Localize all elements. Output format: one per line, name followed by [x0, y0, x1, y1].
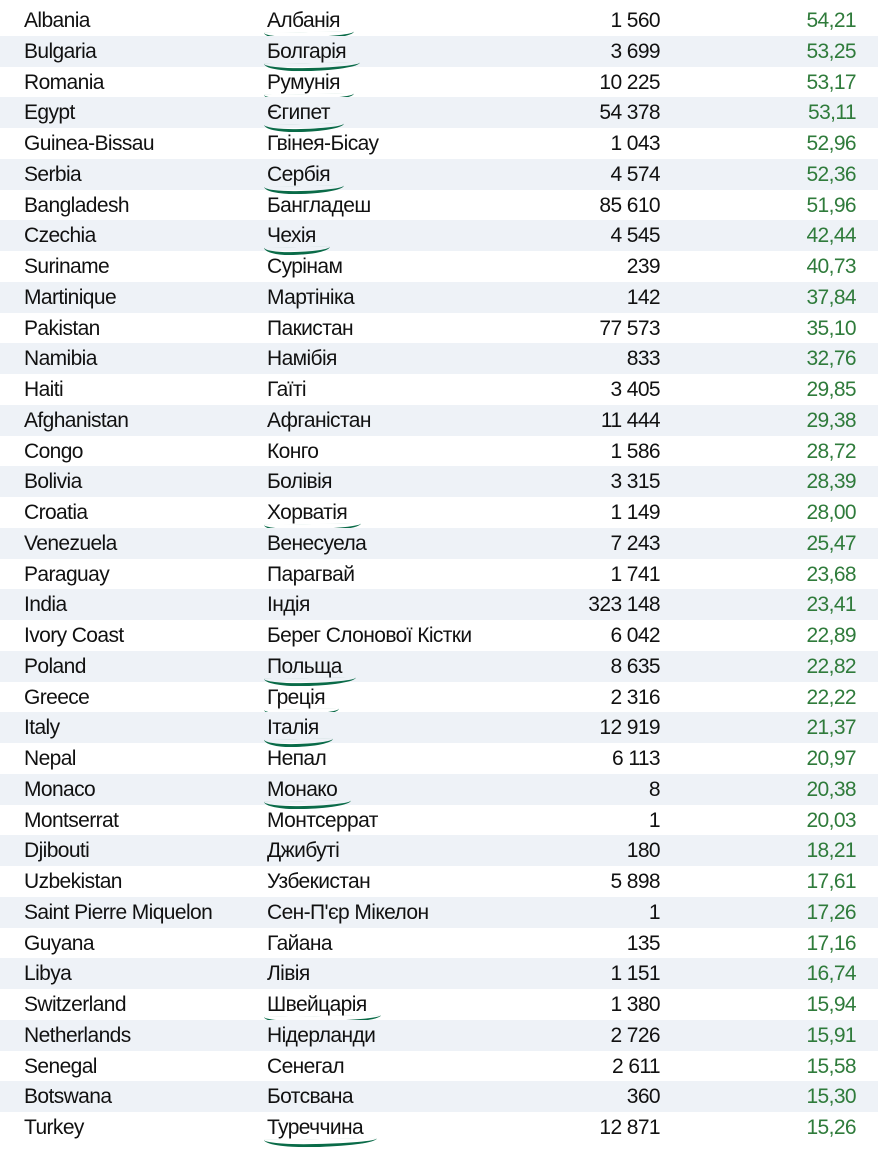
country-name-ukrainian-cell — [267, 528, 366, 559]
table-row — [0, 67, 878, 98]
percentage-value: 40,73 — [806, 255, 856, 278]
count-value: 142 — [626, 285, 660, 309]
country-name-ukrainian — [267, 405, 371, 437]
count-value: 2 316 — [610, 685, 660, 709]
country-name-ukrainian-cell — [267, 97, 330, 128]
country-name-english: Venezuela — [24, 531, 117, 555]
country-name-english: Greece — [24, 685, 90, 709]
count-value: 3 315 — [610, 470, 660, 494]
table-row — [0, 436, 878, 467]
country-name-ukrainian-cell — [267, 743, 326, 774]
percentage-value: 15,91 — [806, 1023, 856, 1047]
percentage-value: 15,94 — [806, 993, 856, 1016]
percentage-value: 28,00 — [806, 501, 856, 524]
country-name-english: Czechia — [24, 224, 96, 248]
country-name-ukrainian — [267, 220, 316, 252]
country-name-ukrainian — [267, 774, 337, 806]
count-value: 1 741 — [610, 562, 660, 586]
percentage-value: 20,03 — [806, 808, 856, 832]
percentage-value: 17,26 — [806, 900, 856, 924]
country-name-ukrainian-text: Польща — [267, 654, 342, 678]
country-name-ukrainian-text: Сенегал — [267, 1054, 345, 1078]
percentage-value: 15,30 — [806, 1085, 856, 1109]
table-row — [0, 282, 878, 313]
country-name-ukrainian-cell — [267, 374, 306, 405]
count-value: 8 635 — [610, 654, 660, 678]
table-row — [0, 5, 878, 36]
table-row — [0, 97, 878, 128]
country-name-ukrainian — [267, 866, 370, 898]
country-name-ukrainian-cell — [267, 1020, 375, 1051]
percentage-value: 52,36 — [806, 162, 856, 186]
country-name-ukrainian-text: Італія — [267, 716, 319, 740]
country-name-ukrainian — [267, 1020, 375, 1052]
table-row — [0, 989, 878, 1020]
country-name-ukrainian-text: Бангладеш — [267, 193, 371, 217]
count-value: 1 — [648, 808, 660, 832]
country-name-ukrainian — [267, 466, 332, 498]
country-name-ukrainian — [267, 251, 342, 283]
table-row — [0, 958, 878, 989]
country-name-english: Serbia — [24, 162, 82, 186]
table-row — [0, 743, 878, 774]
country-name-ukrainian — [267, 528, 366, 560]
country-name-ukrainian-cell — [267, 774, 337, 805]
country-name-ukrainian — [267, 1081, 353, 1113]
country-name-ukrainian-text: Лівія — [267, 962, 310, 986]
percentage-value: 22,82 — [806, 654, 856, 678]
country-name-ukrainian-text: Мартініка — [267, 285, 355, 309]
percentage-value: 53,25 — [806, 39, 856, 63]
count-value: 7 243 — [610, 531, 660, 555]
table-row — [0, 928, 878, 959]
country-name-ukrainian — [267, 620, 472, 652]
country-name-ukrainian-cell — [267, 190, 371, 221]
country-name-english: Ivory Coast — [24, 624, 124, 647]
table-row — [0, 466, 878, 497]
count-value: 323 148 — [588, 593, 660, 617]
country-name-ukrainian-cell — [267, 159, 330, 190]
country-name-ukrainian-text: Індія — [267, 593, 310, 617]
percentage-value: 37,84 — [806, 285, 856, 309]
percentage-value: 42,44 — [806, 224, 856, 248]
country-name-ukrainian-cell — [267, 1112, 363, 1143]
country-name-ukrainian-text: Швейцарія — [267, 993, 367, 1016]
country-name-ukrainian — [267, 159, 330, 191]
percentage-value: 53,11 — [808, 101, 856, 125]
country-name-ukrainian — [267, 497, 347, 529]
country-name-english: Libya — [24, 962, 72, 986]
country-name-ukrainian-cell — [267, 67, 340, 98]
count-value: 12 871 — [599, 1116, 660, 1139]
table-row — [0, 1051, 878, 1082]
country-name-english: Namibia — [24, 347, 97, 371]
table-row — [0, 159, 878, 190]
count-value: 6 042 — [610, 624, 660, 647]
count-value: 1 380 — [610, 993, 660, 1016]
percentage-value: 17,61 — [806, 870, 856, 893]
table-row — [0, 774, 878, 805]
percentage-value: 29,38 — [806, 408, 856, 432]
percentage-value: 35,10 — [806, 316, 856, 340]
country-name-ukrainian-cell — [267, 989, 367, 1020]
country-name-ukrainian — [267, 928, 332, 960]
percentage-value: 20,38 — [806, 777, 856, 801]
table-row — [0, 559, 878, 590]
percentage-value: 22,22 — [806, 685, 856, 709]
country-name-ukrainian-text: Греція — [267, 685, 326, 709]
country-name-english: Romania — [24, 70, 104, 94]
percentage-value: 18,21 — [806, 839, 856, 863]
country-name-ukrainian — [267, 97, 330, 129]
count-value: 2 726 — [610, 1023, 660, 1047]
count-value: 8 — [648, 777, 660, 801]
table-row — [0, 343, 878, 374]
percentage-value: 28,72 — [806, 439, 856, 463]
table-row — [0, 805, 878, 836]
country-name-ukrainian — [267, 835, 339, 867]
table-row — [0, 866, 878, 897]
table-row — [0, 1112, 878, 1143]
count-value: 4 545 — [610, 224, 660, 248]
country-name-ukrainian — [267, 67, 340, 99]
country-name-ukrainian-cell — [267, 466, 332, 497]
percentage-value: 25,47 — [806, 531, 856, 555]
count-value: 2 611 — [612, 1054, 660, 1078]
country-name-ukrainian — [267, 374, 306, 406]
country-name-ukrainian-text: Єгипет — [267, 101, 330, 125]
country-name-ukrainian-text: Узбекистан — [267, 870, 371, 893]
country-name-english: Turkey — [24, 1116, 84, 1139]
table-row — [0, 220, 878, 251]
count-value: 1 — [648, 900, 660, 924]
table-row — [0, 528, 878, 559]
country-name-english: Egypt — [24, 101, 75, 125]
count-value: 3 699 — [610, 39, 660, 63]
country-name-ukrainian-cell — [267, 36, 346, 67]
percentage-value: 21,37 — [806, 716, 856, 740]
table-row — [0, 682, 878, 713]
country-name-ukrainian-cell — [267, 589, 310, 620]
country-name-ukrainian-text: Джибуті — [267, 839, 340, 863]
country-name-ukrainian-cell — [267, 805, 378, 836]
country-name-ukrainian-cell — [267, 682, 325, 713]
country-name-english: Uzbekistan — [24, 870, 122, 893]
table-row — [0, 36, 878, 67]
country-name-ukrainian-text: Болівія — [267, 470, 332, 494]
percentage-value: 20,97 — [806, 747, 856, 770]
country-name-ukrainian — [267, 897, 429, 929]
country-name-ukrainian — [267, 1112, 363, 1144]
count-value: 12 919 — [599, 716, 660, 740]
country-name-ukrainian-text: Пакистан — [267, 316, 354, 340]
table-row — [0, 497, 878, 528]
country-name-english: Paraguay — [24, 562, 110, 586]
handwritten-underline-mark — [264, 1138, 377, 1148]
table-row — [0, 712, 878, 743]
country-name-ukrainian-cell — [267, 251, 342, 282]
percentage-value: 17,16 — [806, 931, 856, 955]
count-value: 239 — [626, 255, 660, 278]
percentage-value: 51,96 — [806, 193, 856, 217]
country-name-ukrainian-cell — [267, 835, 339, 866]
country-name-english: Afghanistan — [24, 408, 129, 432]
percentage-value: 28,39 — [806, 470, 856, 494]
count-value: 833 — [626, 347, 660, 371]
country-name-ukrainian-text: Гайана — [267, 931, 332, 955]
count-value: 54 378 — [599, 101, 660, 125]
country-name-ukrainian-text: Хорватія — [267, 501, 348, 524]
country-name-ukrainian-text: Берег Слонової Кістки — [267, 624, 472, 647]
country-name-english: Switzerland — [24, 993, 126, 1016]
country-name-ukrainian-text: Непал — [267, 747, 327, 770]
country-name-ukrainian — [267, 1051, 344, 1083]
table-row — [0, 835, 878, 866]
country-name-ukrainian — [267, 190, 371, 222]
country-name-english: Croatia — [24, 501, 88, 524]
count-value: 6 113 — [612, 747, 660, 770]
country-name-ukrainian-cell — [267, 712, 319, 743]
table-row — [0, 313, 878, 344]
count-value: 1 586 — [610, 439, 660, 463]
country-name-ukrainian-text: Сербія — [267, 162, 330, 186]
country-name-ukrainian-cell — [267, 5, 340, 36]
country-name-ukrainian-cell — [267, 958, 310, 989]
country-name-ukrainian-text: Гаїті — [267, 378, 306, 401]
country-name-ukrainian-cell — [267, 405, 371, 436]
percentage-value: 23,68 — [806, 562, 856, 586]
count-value: 360 — [626, 1085, 660, 1109]
count-value: 1 560 — [610, 9, 660, 32]
country-name-ukrainian — [267, 343, 337, 375]
count-value: 180 — [626, 839, 660, 863]
country-name-ukrainian-cell — [267, 497, 347, 528]
country-name-ukrainian-cell — [267, 559, 354, 590]
country-name-english: Pakistan — [24, 316, 100, 340]
table-row — [0, 589, 878, 620]
country-name-ukrainian-text: Конго — [267, 439, 319, 463]
country-name-ukrainian-text: Венесуела — [267, 531, 367, 555]
country-name-ukrainian-text: Гвінея-Бісау — [267, 132, 379, 155]
country-table — [0, 5, 878, 1143]
country-name-ukrainian-cell — [267, 928, 332, 959]
country-name-english: Guyana — [24, 931, 94, 955]
percentage-value: 15,26 — [806, 1116, 856, 1139]
country-name-english: Congo — [24, 439, 83, 463]
count-value: 1 151 — [610, 962, 660, 986]
country-name-ukrainian-text: Монако — [267, 777, 338, 801]
country-name-ukrainian-cell — [267, 436, 318, 467]
table-row — [0, 620, 878, 651]
country-name-ukrainian — [267, 5, 340, 37]
country-name-ukrainian — [267, 36, 346, 68]
percentage-value: 23,41 — [806, 593, 856, 617]
country-name-english: Suriname — [24, 255, 110, 278]
country-name-ukrainian-cell — [267, 1051, 344, 1082]
country-name-ukrainian-text: Туреччина — [267, 1116, 364, 1139]
country-name-english: Botswana — [24, 1085, 112, 1109]
country-name-ukrainian-text: Албанія — [267, 9, 340, 32]
count-value: 3 405 — [610, 378, 660, 401]
count-value: 77 573 — [599, 316, 660, 340]
country-name-ukrainian — [267, 989, 367, 1021]
country-name-ukrainian — [267, 589, 310, 621]
country-name-ukrainian-text: Ботсвана — [267, 1085, 353, 1109]
percentage-value: 32,76 — [806, 347, 856, 371]
percentage-value: 16,74 — [806, 962, 856, 986]
table-row — [0, 405, 878, 436]
country-name-ukrainian-cell — [267, 866, 370, 897]
country-name-english: Bolivia — [24, 470, 82, 494]
percentage-value: 15,58 — [806, 1054, 856, 1078]
country-name-english: Senegal — [24, 1054, 97, 1078]
country-name-english: Nepal — [24, 747, 76, 770]
country-name-ukrainian-text: Афганістан — [267, 408, 371, 432]
country-name-english: Bulgaria — [24, 39, 97, 63]
table-row — [0, 1081, 878, 1112]
country-name-ukrainian-text: Чехія — [267, 224, 316, 248]
country-name-ukrainian-cell — [267, 220, 316, 251]
table-row — [0, 897, 878, 928]
country-name-english: Djibouti — [24, 839, 90, 863]
country-name-ukrainian — [267, 559, 354, 591]
country-name-ukrainian — [267, 282, 354, 314]
country-name-ukrainian — [267, 436, 318, 468]
country-name-english: Guinea-Bissau — [24, 132, 154, 155]
country-name-english: Italy — [24, 716, 60, 740]
country-name-english: Martinique — [24, 285, 117, 309]
country-name-ukrainian — [267, 313, 353, 345]
table-row — [0, 1020, 878, 1051]
count-value: 1 043 — [610, 132, 660, 155]
country-name-ukrainian — [267, 805, 378, 837]
country-name-english: Saint Pierre Miquelon — [24, 900, 213, 924]
country-name-ukrainian-cell — [267, 313, 353, 344]
country-name-ukrainian-text: Сурінам — [267, 255, 343, 278]
country-name-ukrainian — [267, 743, 326, 775]
table-row — [0, 128, 878, 159]
country-name-ukrainian-text: Румунія — [267, 70, 340, 94]
country-name-ukrainian-text: Намібія — [267, 347, 337, 371]
country-name-english: Monaco — [24, 777, 96, 801]
country-name-ukrainian — [267, 128, 378, 160]
country-name-ukrainian — [267, 682, 325, 714]
country-name-ukrainian-cell — [267, 282, 354, 313]
count-value: 11 444 — [600, 408, 660, 432]
table-row — [0, 251, 878, 282]
count-value: 5 898 — [610, 870, 660, 893]
country-name-english: India — [24, 593, 67, 617]
percentage-value: 22,89 — [806, 624, 856, 647]
count-value: 10 225 — [599, 70, 660, 94]
country-name-ukrainian-cell — [267, 343, 337, 374]
percentage-value: 54,21 — [806, 9, 856, 32]
country-name-english: Netherlands — [24, 1023, 131, 1047]
country-name-ukrainian-text: Нідерланди — [267, 1023, 376, 1047]
country-name-ukrainian-text: Сен-П'єр Мікелон — [267, 900, 429, 924]
percentage-value: 52,96 — [806, 132, 856, 155]
country-name-english: Montserrat — [24, 808, 119, 832]
country-name-ukrainian — [267, 712, 319, 744]
count-value: 135 — [626, 931, 660, 955]
country-name-ukrainian-cell — [267, 128, 378, 159]
country-name-ukrainian-cell — [267, 1081, 353, 1112]
count-value: 1 149 — [610, 501, 660, 524]
country-name-ukrainian-cell — [267, 651, 342, 682]
country-name-english: Haiti — [24, 378, 64, 401]
country-name-english: Bangladesh — [24, 193, 129, 217]
country-name-ukrainian-text: Болгарія — [267, 39, 347, 63]
table-row — [0, 374, 878, 405]
country-name-ukrainian-text: Парагвай — [267, 562, 355, 586]
count-value: 85 610 — [599, 193, 660, 217]
country-name-english: Poland — [24, 654, 86, 678]
country-name-ukrainian — [267, 958, 310, 990]
country-name-ukrainian-cell — [267, 897, 429, 928]
country-name-english: Albania — [24, 9, 90, 32]
country-name-ukrainian-text: Монтсеррат — [267, 808, 378, 832]
percentage-value: 53,17 — [806, 70, 856, 94]
count-value: 4 574 — [610, 162, 660, 186]
country-name-ukrainian — [267, 651, 342, 683]
percentage-value: 29,85 — [806, 378, 856, 401]
table-row — [0, 190, 878, 221]
country-name-ukrainian-cell — [267, 620, 472, 651]
table-row — [0, 651, 878, 682]
